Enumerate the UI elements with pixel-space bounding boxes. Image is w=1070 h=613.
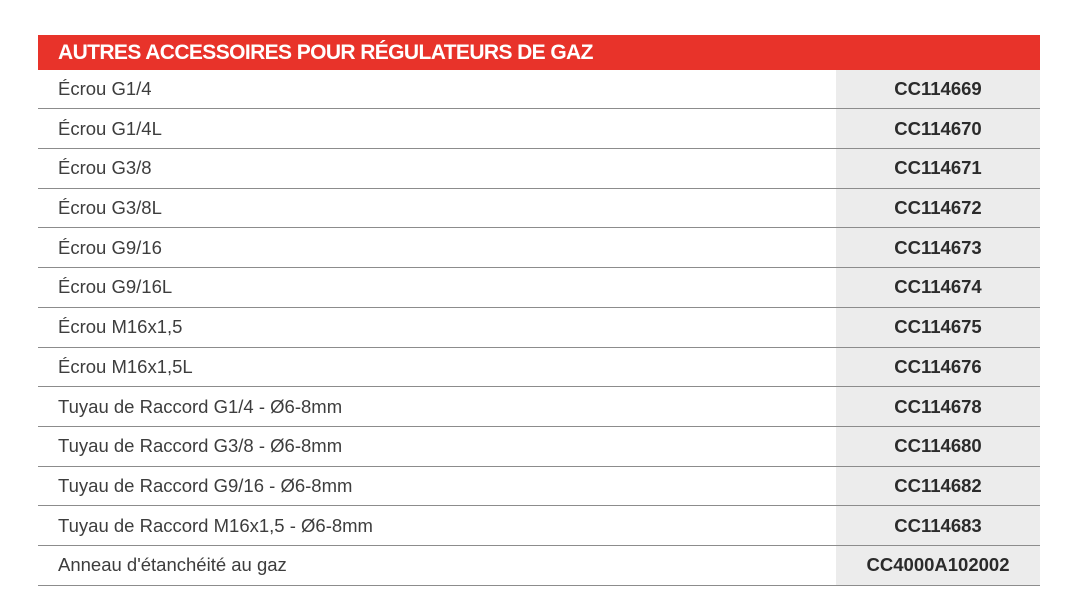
table-row — [38, 268, 1040, 308]
product-description: Écrou M16x1,5 — [58, 316, 183, 338]
product-code: CC114674 — [836, 268, 1040, 307]
table-title: AUTRES ACCESSOIRES POUR RÉGULATEURS DE GAZ — [58, 40, 593, 64]
product-description: Écrou M16x1,5L — [58, 355, 193, 377]
product-description: Écrou G1/4L — [58, 117, 162, 139]
product-code: CC114676 — [836, 348, 1040, 387]
table-row — [38, 189, 1040, 229]
product-code: CC114682 — [836, 467, 1040, 506]
product-code: CC114678 — [836, 387, 1040, 426]
product-code: CC114680 — [836, 427, 1040, 466]
product-description: Anneau d'étanchéité au gaz — [58, 554, 287, 576]
product-description: Écrou G9/16L — [58, 276, 173, 298]
table-row — [38, 546, 1040, 586]
table-row — [38, 149, 1040, 189]
product-description: Tuyau de Raccord M16x1,5 - Ø6-8mm — [58, 514, 373, 536]
table-row — [38, 387, 1040, 427]
product-description: Tuyau de Raccord G3/8 - Ø6-8mm — [58, 435, 343, 457]
product-description: Écrou G1/4 — [58, 78, 152, 100]
table-row — [38, 308, 1040, 348]
product-code: CC114670 — [836, 109, 1040, 148]
table-row — [38, 70, 1040, 109]
table-row — [38, 467, 1040, 507]
product-code: CC4000A102002 — [836, 546, 1040, 585]
table-row — [38, 427, 1040, 467]
product-code: CC114675 — [836, 308, 1040, 347]
table-row — [38, 348, 1040, 388]
table-row — [38, 506, 1040, 546]
product-code: CC114683 — [836, 506, 1040, 545]
table-row — [38, 228, 1040, 268]
product-code: CC114669 — [836, 70, 1040, 108]
product-description: Écrou G9/16 — [58, 236, 162, 258]
table-header-bar — [38, 35, 1040, 70]
product-code: CC114673 — [836, 228, 1040, 267]
product-code: CC114671 — [836, 149, 1040, 188]
product-description: Écrou G3/8 — [58, 157, 152, 179]
product-description: Tuyau de Raccord G9/16 - Ø6-8mm — [58, 474, 353, 496]
product-description: Tuyau de Raccord G1/4 - Ø6-8mm — [58, 395, 343, 417]
accessories-table — [38, 35, 1040, 586]
table-body — [38, 70, 1040, 586]
product-code: CC114672 — [836, 189, 1040, 228]
product-description: Écrou G3/8L — [58, 197, 162, 219]
table-row — [38, 109, 1040, 149]
